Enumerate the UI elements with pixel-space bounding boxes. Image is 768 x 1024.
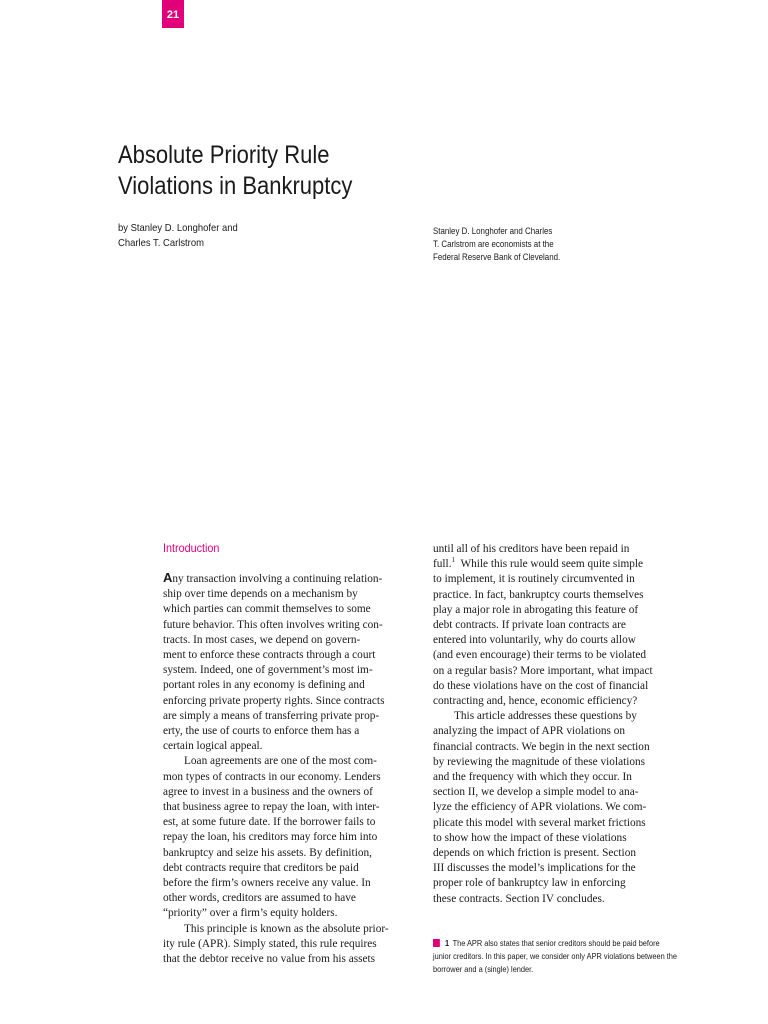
text-line: lyze the efficiency of APR violations. We com- — [433, 801, 647, 814]
text-line: until all of his creditors have been repaid in — [433, 543, 630, 555]
footnote-line: 1 The APR also states that senior creditors should be paid before — [433, 937, 708, 950]
text-line: system. Indeed, one of government’s most im- — [163, 664, 373, 677]
author-affiliation — [433, 225, 609, 264]
text-line: on a regular basis? More important, what impact — [433, 664, 653, 677]
text-line: est, at some future date. If the borrower fails to — [163, 816, 376, 829]
byline-line: Charles T. Carlstrom — [118, 237, 204, 249]
text-line: are simply a means of transferring private prop- — [163, 709, 380, 722]
text-line: depends on which friction is present. Section — [433, 847, 636, 860]
text-line: ship over time depends on a mechanism by — [163, 588, 358, 601]
text-line: portant roles in any economy is defining and — [163, 679, 365, 692]
text-line: financial contracts. We begin in the next section — [433, 740, 650, 753]
text-line: other words, creditors are assumed to have — [163, 892, 356, 905]
text-line: (and even encourage) their terms to be violated — [433, 649, 646, 662]
text-line: future behavior. This often involves writing con- — [163, 618, 383, 631]
byline-line: by Stanley D. Longhofer and — [118, 222, 238, 234]
text-line: certain logical appeal. — [163, 740, 263, 753]
title-line: Violations in Bankruptcy — [118, 172, 353, 200]
text-line: “priority” over a firm’s equity holders. — [163, 907, 338, 920]
text-line: before the firm’s owners receive any value. In — [163, 877, 371, 890]
page-number-badge: 21 — [162, 0, 184, 28]
text-line: contracting and, hence, economic efficiency? — [433, 695, 638, 708]
footnote-line: borrower and a (single) lender. — [433, 964, 534, 974]
footnote-square-icon — [433, 939, 440, 947]
text-line: repay the loan, his creditors may force him into — [163, 831, 378, 844]
text-line: This article addresses these questions by — [454, 710, 637, 723]
text-line: to show how the impact of these violations — [433, 831, 627, 844]
text-line: ity rule (APR). Simply stated, this rule requires — [163, 937, 377, 950]
text-line: play a major role in abrogating this feature of — [433, 603, 639, 616]
text-line: by reviewing the magnitude of these violations — [433, 755, 646, 768]
text-line: do these violations have on the cost of financial — [433, 679, 649, 692]
text-line: debt contracts. If private loan contracts are — [433, 619, 626, 632]
text-line: plicate this model with several market frictions — [433, 816, 646, 829]
text-line: This principle is known as the absolute prior- — [184, 922, 389, 935]
text-line: which parties can commit themselves to some — [163, 603, 371, 616]
affiliation-line: T. Carlstrom are economists at the — [433, 239, 554, 249]
affiliation-line: Federal Reserve Bank of Cleveland. — [433, 252, 561, 262]
article-title — [118, 140, 488, 202]
title-line: Absolute Priority Rule — [118, 141, 330, 169]
text-line: and the frequency with which they occur. In — [433, 771, 632, 784]
text-line: enforcing private property rights. Since contracts — [163, 694, 385, 707]
text-line: entered into voluntarily, why do courts allow — [433, 634, 636, 647]
text-line: agree to invest in a business and the owners of — [163, 785, 373, 798]
text-line: debt contracts require that creditors be paid — [163, 861, 359, 874]
text-line: that the debtor receive no value from his assets — [163, 953, 376, 966]
text-line: ment to enforce these contracts through a court — [163, 649, 376, 662]
footnote — [433, 937, 708, 976]
right-text-column — [433, 542, 693, 907]
text-line: full.$^1$ While this rule would seem quite simple — [433, 556, 644, 571]
section-heading: Introduction — [163, 541, 220, 555]
text-line: III discusses the model’s implications for the — [433, 862, 636, 875]
footnote-line: junior creditors. In this paper, we consider only APR violations between the — [433, 951, 678, 961]
affiliation-line: Stanley D. Longhofer and Charles — [433, 226, 553, 236]
text-line: practice. In fact, bankruptcy courts themselves — [433, 588, 644, 601]
author-byline — [118, 221, 334, 251]
text-line: bankruptcy and seize his assets. By definition, — [163, 846, 372, 859]
text-line: Loan agreements are one of the most com- — [184, 755, 377, 768]
footnote-marker[interactable]: 1 — [451, 556, 456, 565]
text-line: mon types of contracts in our economy. Lenders — [163, 770, 381, 783]
text-line: proper role of bankruptcy law in enforcing — [433, 877, 626, 890]
text-line: tracts. In most cases, we depend on govern- — [163, 633, 361, 646]
text-line: to implement, it is routinely circumvented in — [433, 573, 635, 586]
text-line: analyzing the impact of APR violations on — [433, 725, 626, 738]
text-line: that business agree to repay the loan, with inter- — [163, 801, 380, 814]
footnote-number: 1 — [445, 938, 450, 948]
text-line: erty, the use of courts to enforce them has a — [163, 725, 360, 738]
left-text-column — [163, 570, 413, 967]
text-line: section II, we develop a simple model to ana- — [433, 786, 639, 799]
text-line: Any transaction involving a continuing relation- — [163, 570, 383, 585]
text-line: these contracts. Section IV concludes. — [433, 892, 605, 905]
drop-cap: A — [163, 570, 173, 585]
